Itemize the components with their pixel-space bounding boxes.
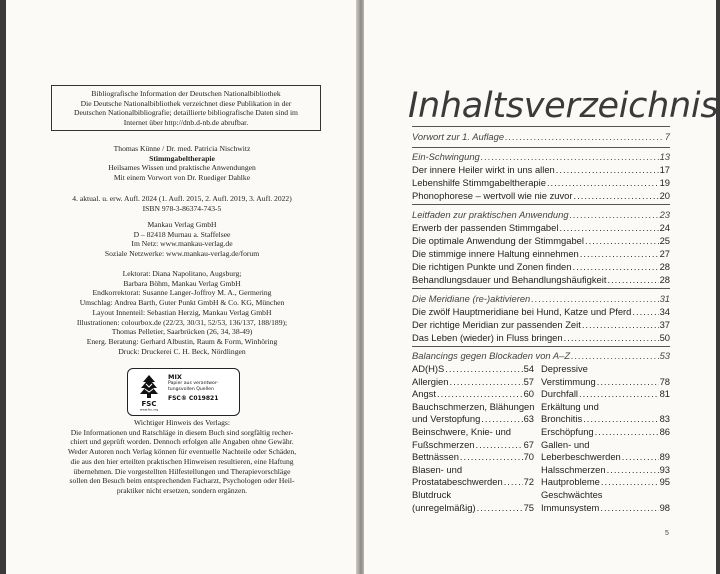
credit-line: Lektorat: Diana Napolitano, Augsburg; [122, 269, 242, 278]
toc-entry-title: Beinschwere, Knie- und [412, 426, 512, 437]
notice-heading: Wichtiger Hinweis des Verlags: [134, 418, 230, 427]
left-page [6, 0, 358, 574]
toc-section-2 [412, 209, 670, 220]
toc-az-item [541, 464, 670, 475]
toc-entry-page: 17 [659, 164, 670, 175]
toc-entry-page: 13 [659, 151, 670, 162]
toc-entry-title: Bauchschmerzen, Blähungen [412, 400, 535, 412]
toc-entry-title: Erwerb der passenden Stimmgabel [412, 222, 559, 233]
toc-az-item [412, 489, 534, 500]
toc-entry-title: Ein-Schwingung [412, 151, 480, 162]
toc-entry-title: Lebenshilfe Stimmgabeltherapie [412, 177, 546, 188]
fsc-url: www.fsc.org [139, 407, 159, 411]
imprint-block [36, 144, 328, 183]
edition-block [36, 194, 328, 213]
toc-az-item [412, 502, 534, 513]
page-number: 5 [665, 530, 669, 537]
toc-az-item [541, 426, 670, 437]
toc-entry-title: Immunsystem [541, 501, 600, 513]
isbn: ISBN 978-3-86374-743-5 [142, 203, 222, 213]
toc-entry-title: Gallen- und [541, 438, 590, 450]
toc-entry-page: 72 [523, 476, 534, 488]
toc-item [412, 164, 670, 175]
notice-line: übernehmen. Die vorgestellten Hilfestellungen und Therapievorschläge [73, 466, 291, 476]
toc-az-item [412, 363, 534, 374]
toc-entry-title: Allergien [412, 375, 449, 387]
toc-entry-title: Die zwölf Hauptmeridiane bei Hund, Katze und Pferd [412, 306, 632, 317]
toc-entry-page: 83 [659, 413, 670, 425]
toc-entry-title: Die stimmige innere Haltung einnehmen [412, 248, 579, 259]
toc-az-item [412, 464, 534, 475]
toc-item [412, 248, 670, 259]
book-title: Stimmgabeltherapie [149, 153, 215, 163]
toc-entry-page: 25 [659, 235, 670, 246]
toc-az-item [541, 363, 670, 374]
book-subtitle: Heilsames Wissen und praktische Anwendungen [108, 163, 256, 173]
toc-entry-page: 78 [659, 375, 670, 387]
toc-entry-page: 81 [659, 388, 670, 400]
toc-entry-title: Der richtige Meridian zur passenden Zeit [412, 319, 581, 330]
authors: Thomas Künne / Dr. med. Patricia Nischwitz [113, 144, 251, 153]
credit-line: Druck: Druckerei C. H. Beck, Nördlingen [118, 346, 246, 356]
credit-line: Illustrationen: colourbox.de (22/23, 30/31, 52/53, 136/137, 188/189); [76, 317, 288, 327]
fsc-desc-line: Papier aus verantwor- [168, 381, 219, 386]
toc-entry-page: 23 [659, 209, 670, 220]
right-page [364, 0, 719, 574]
toc-entry-title: Phonophorese – wertvoll wie nie zuvor [412, 190, 573, 201]
toc-az-item [412, 426, 534, 437]
biblio-line: Die Deutsche Nationalbibliothek verzeichnet diese Publikation in der [80, 98, 292, 108]
toc-entry-page: 24 [659, 222, 670, 233]
toc-entry-page: 34 [659, 306, 670, 317]
publisher-line: Im Netz: www.mankau-verlag.de [131, 239, 233, 249]
credits-block [36, 269, 328, 356]
toc-entry-page: 7 [664, 131, 670, 142]
toc-az-item [412, 476, 534, 487]
toc-entry-title: Die Meridiane (re-)aktivieren [412, 293, 531, 304]
toc-entry-page: 93 [659, 463, 670, 475]
publisher-line: D – 82418 Murnau a. Staffelsee [133, 229, 231, 239]
toc-az-item [412, 439, 534, 450]
toc-entry-page: 89 [659, 451, 670, 463]
toc-entry-title: Die optimale Anwendung der Stimmgabel [412, 235, 584, 246]
toc-item [412, 222, 670, 233]
toc-entry-title: Bronchitis [541, 413, 583, 425]
toc-entry-title: Hautprobleme [541, 476, 600, 488]
fsc-mix: MIX [168, 373, 182, 381]
toc-divider [412, 147, 670, 148]
toc-entry-title: Geschwächtes [541, 489, 603, 500]
toc-item [412, 306, 670, 317]
notice-line: sollen den Besuch beim entsprechenden Facharzt, Psychologen oder Heil- [69, 476, 295, 486]
notice-line: die aus den hier erteilten praktischen Hinweisen resultieren, eine Haftung [70, 456, 294, 466]
toc-az-item [412, 376, 534, 387]
toc-item [412, 235, 670, 246]
toc-divider [412, 346, 670, 347]
edition-line: 4. aktual. u. erw. Aufl. 2024 (1. Aufl. 2015, 2. Aufl. 2019, 3. Aufl. 2022) [72, 194, 292, 203]
notice-line: Die Informationen und Ratschläge in diesem Buch sind sorgfältig recher- [70, 427, 294, 437]
toc-entry-page: 75 [523, 501, 534, 513]
toc-divider [412, 126, 670, 127]
fsc-description [168, 381, 236, 392]
toc-entry-page: 63 [523, 413, 534, 425]
fsc-code: FSC® C019821 [168, 395, 219, 402]
foreword-credit: Mit einem Vorwort von Dr. Ruediger Dahlke [113, 173, 251, 183]
toc-item [412, 261, 670, 272]
toc-section-vorwort [412, 131, 670, 142]
toc-entry-title: Erkältung und [541, 400, 599, 412]
toc-entry-title: Bettnässen [412, 451, 459, 463]
toc-entry-title: AD(H)S [412, 363, 445, 374]
toc-entry-title: Leitfaden zur praktischen Anwendung [412, 209, 569, 220]
toc-section-3 [412, 293, 670, 304]
toc-entry-title: Prostatabeschwerden [412, 476, 503, 488]
publisher-notice [36, 418, 328, 496]
toc-az-item [541, 476, 670, 487]
bibliographic-info-box [51, 85, 321, 131]
toc-entry-page: 60 [523, 388, 534, 400]
toc-entry-title: Leberbeschwerden [541, 451, 621, 463]
toc-entry-title: Balancings gegen Blockaden von A–Z [412, 350, 571, 361]
toc-az-item [541, 388, 670, 399]
toc-entry-page: 31 [659, 293, 670, 304]
toc-entry-page: 86 [659, 426, 670, 437]
fsc-text [168, 373, 236, 402]
biblio-line: Internet über http://dnb.d-nb.de abrufbar. [123, 117, 249, 127]
toc-az-item [541, 401, 670, 412]
credit-line: Barbara Böhm, Mankau Verlag GmbH [123, 278, 241, 288]
credit-line: Thomas Pelletier, Saarbrücken (26, 34, 38-49) [111, 327, 253, 337]
toc-entry-title: Das Leben (wieder) in Fluss bringen [412, 332, 563, 343]
toc-entry-page: 27 [659, 248, 670, 259]
credit-line: Layout Innenteil: Sebastian Herzig, Mankau Verlag GmbH [92, 307, 272, 317]
publisher-block [36, 220, 328, 259]
toc-az-item [541, 489, 670, 500]
toc-az-item [541, 413, 670, 424]
toc-az-item [541, 439, 670, 450]
toc-entry-page: 57 [523, 375, 534, 387]
credit-line: Umschlag: Andrea Barth, Guter Punkt GmbH & Co. KG, München [79, 298, 285, 308]
publisher-line: Soziale Netzwerke: www.mankau-verlag.de/forum [104, 249, 260, 259]
toc-entry-title: Angst [412, 388, 436, 400]
toc-az-item [412, 413, 534, 424]
toc-entry-title: Blutdruck [412, 489, 452, 500]
toc-entry-title: und Verstopfung [412, 413, 481, 425]
toc-section-4 [412, 350, 670, 361]
toc-az-item [412, 401, 534, 412]
toc-entry-title: Verstimmung [541, 375, 596, 387]
toc-entry-title: Die richtigen Punkte und Zonen finden [412, 261, 572, 272]
toc-entry-title: Blasen- und [412, 463, 463, 475]
toc-entry-title: Fußschmerzen [412, 438, 475, 450]
toc-entry-page: 20 [659, 190, 670, 201]
fsc-logo [127, 368, 240, 416]
toc-entry-page: 19 [659, 177, 670, 188]
publisher-line: Mankau Verlag GmbH [147, 220, 217, 229]
toc-entry-page: 95 [659, 476, 670, 488]
toc-entry-page: 53 [659, 350, 670, 361]
biblio-line: Deutschen Nationalbibliografie; detaillierte bibliografische Daten sind im [74, 108, 298, 118]
toc-entry-page: 50 [659, 332, 670, 343]
notice-line: Weder Autoren noch Verlag können für eventuelle Nachteile oder Schäden, [67, 447, 297, 457]
notice-line: praktiker nicht ersetzen, sondern ergänzen. [116, 485, 248, 495]
toc-entry-page: 70 [523, 451, 534, 463]
toc-entry-title: Durchfall [541, 388, 578, 400]
toc-item [412, 177, 670, 188]
toc-entry-title: (unregelmäßig) [412, 501, 476, 513]
toc-entry-page: 28 [659, 274, 670, 285]
toc-az-item [541, 502, 670, 513]
toc-entry-title: Der innere Heiler wirkt in uns allen [412, 164, 555, 175]
toc-entry-page: 37 [659, 319, 670, 330]
toc-entry-title: Erschöpfung [541, 426, 594, 437]
toc-item [412, 274, 670, 285]
toc-entry-page: 28 [659, 261, 670, 272]
toc-item [412, 332, 670, 343]
fsc-tree-icon [134, 373, 164, 411]
toc-item [412, 190, 670, 201]
toc-entry-page: 67 [523, 438, 534, 450]
toc-entry-title: Halsschmerzen [541, 463, 606, 475]
toc-item [412, 319, 670, 330]
toc-entry-page: 98 [659, 501, 670, 513]
toc-az-item [412, 388, 534, 399]
toc-entry-page: 54 [523, 363, 534, 374]
biblio-line: Bibliografische Information der Deutschen Nationalbibliothek [91, 89, 281, 98]
credit-line: Endkorrektorat: Susanne Langer-Joffroy M. A., Germering [92, 288, 272, 298]
toc-az-item [541, 376, 670, 387]
fsc-desc-line: tungsvollen Quellen [168, 386, 214, 392]
toc-title: Inhaltsverzeichnis [408, 86, 719, 126]
fsc-brand: FSC [141, 400, 157, 408]
toc-entry-title: Behandlungsdauer und Behandlungshäufigkeit [412, 274, 607, 285]
toc-divider [412, 288, 670, 289]
notice-line: chiert und geprüft worden. Dennoch erfolgen alle Angaben ohne Gewähr. [70, 437, 294, 447]
toc-divider [412, 204, 670, 205]
toc-entry-title: Depressive [541, 363, 588, 374]
credit-line: Energ. Beratung: Gerhard Albustin, Raum & Form, Winhöring [86, 336, 278, 346]
toc-az-item [541, 451, 670, 462]
toc-entry-title: Vorwort zur 1. Auflage [412, 131, 505, 142]
toc-az-item [412, 451, 534, 462]
toc-section-1 [412, 151, 670, 162]
